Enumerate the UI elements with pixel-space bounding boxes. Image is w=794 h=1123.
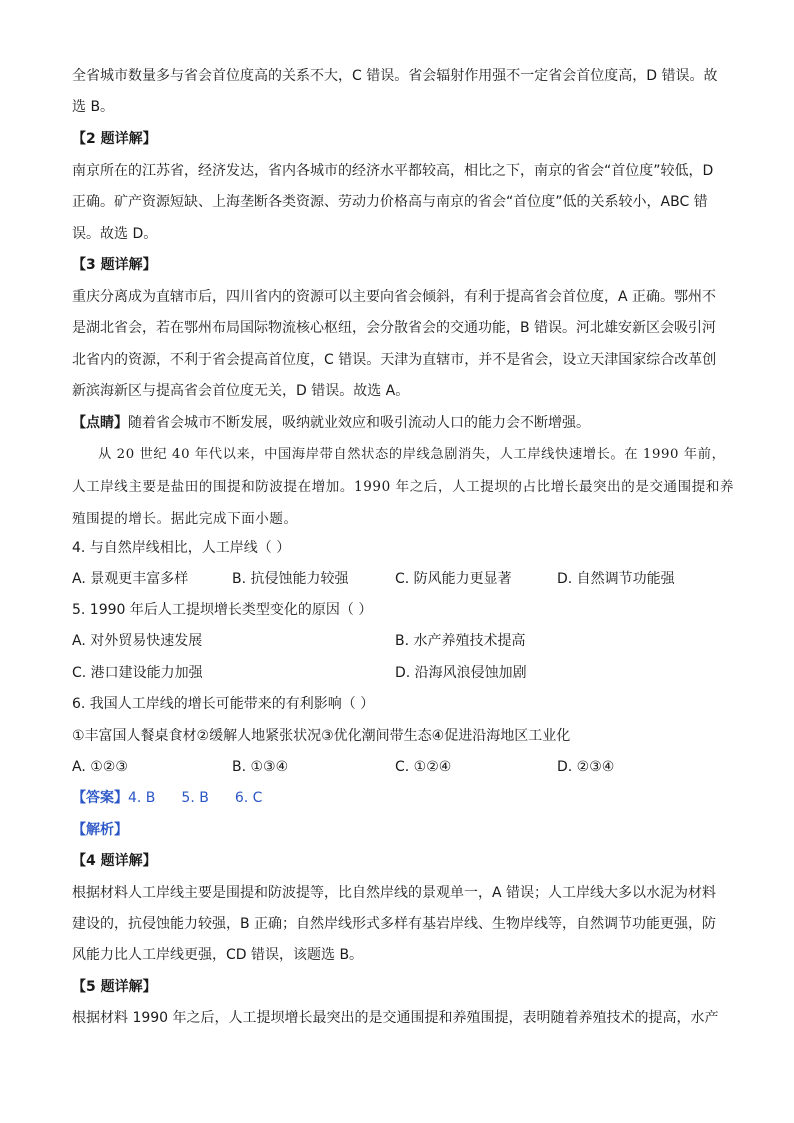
q5-option-a: A. 对外贸易快速发展	[72, 633, 203, 649]
q6-option-a: A. ①②③	[72, 759, 128, 775]
q6-option-d: D. ②③④	[557, 759, 615, 775]
text-line: 误。故选 D。	[72, 226, 158, 242]
q6-option-c: C. ①②④	[395, 759, 452, 775]
text-line: 根据材料 1990 年之后，人工提坝增长最突出的是交通围提和养殖围提，表明随着养殖技术的提高，水产	[72, 1010, 719, 1026]
section-heading-q4: 【4 题详解】	[72, 853, 157, 869]
answer-heading: 【答案】	[72, 790, 128, 806]
q6-items: ①丰富国人餐桌食材②缓解人地紧张状况③优化潮间带生态④促进沿海地区工业化	[72, 728, 571, 744]
text-line: 选 B。	[72, 99, 115, 115]
q6-option-b: B. ①③④	[232, 759, 289, 775]
tip-line	[72, 413, 714, 433]
text-line: 风能力比人工岸线更强，CD 错误，该题选 B。	[72, 947, 364, 963]
tip-text: 随着省会城市不断发展，吸纳就业效应和吸引流动人口的能力会不断增强。	[128, 415, 590, 431]
answer-4: 4. B	[128, 790, 156, 806]
text-line: 建设的，抗侵蚀能力较强，B 正确；自然岸线形式多样有基岩岸线、生物岸线等，自然调节功能更强，防	[72, 916, 717, 932]
text-line: 正确。矿产资源短缺、上海垄断各类资源、劳动力价格高与南京的省会“首位度”低的关系较小，ABC 错	[72, 194, 708, 210]
section-heading-q5: 【5 题详解】	[72, 979, 157, 995]
q5-option-d: D. 沿海风浪侵蚀加剧	[395, 665, 527, 681]
q5-option-b: B. 水产养殖技术提高	[395, 633, 526, 649]
answer-5: 5. B	[181, 790, 209, 806]
material-line: 从 20 世纪 40 年代以来，中国海岸带自然状态的岸线急剧消失，人工岸线快速增长。在 1990 年前，	[98, 447, 726, 462]
q4-option-c: C. 防风能力更显著	[395, 571, 512, 587]
tip-heading: 【点睛】	[72, 415, 128, 431]
question-6: 6. 我国人工岸线的增长可能带来的有利影响（ ）	[72, 696, 375, 712]
section-heading-q3: 【3 题详解】	[72, 257, 157, 273]
q4-option-a: A. 景观更丰富多样	[72, 571, 189, 587]
text-line: 根据材料人工岸线主要是围提和防波提等，比自然岸线的景观单一，A 错误；人工岸线大多以水泥为材料	[72, 885, 717, 901]
text-line: 南京所在的江苏省，经济发达，省内各城市的经济水平都较高，相比之下，南京的省会“首位度”较低，D	[72, 163, 714, 179]
question-5: 5. 1990 年后人工提坝增长类型变化的原因（ ）	[72, 602, 373, 618]
material-line: 殖围提的增长。据此完成下面小题。	[72, 511, 298, 527]
answer-6: 6. C	[234, 790, 263, 806]
text-line: 全省城市数量多与省会首位度高的关系不大，C 错误。省会辐射作用强不一定省会首位度高，D 错误。故	[72, 68, 718, 84]
material-line: 人工岸线主要是盐田的围提和防波提在增加。1990 年之后，人工提坝的占比增长最突出的是交通围提和养	[72, 479, 735, 495]
q4-option-b: B. 抗侵蚀能力较强	[232, 571, 349, 587]
question-4: 4. 与自然岸线相比，人工岸线（ ）	[72, 540, 291, 556]
q4-option-d: D. 自然调节功能强	[557, 571, 675, 587]
text-line: 是湖北省会，若在鄂州布局国际物流核心枢纽，会分散省会的交通功能，B 错误。河北雄安新区会吸引河	[72, 320, 717, 336]
text-line: 北省内的资源，不利于省会提高首位度，C 错误。天津为直辖市，并不是省会，设立天津国家综合改革创	[72, 352, 717, 368]
text-line: 新滨海新区与提高省会首位度无关，D 错误。故选 A。	[72, 383, 410, 399]
text-line: 重庆分离成为直辖市后，四川省内的资源可以主要向省会倾斜，有利于提高省会首位度，A 正确。鄂州不	[72, 289, 717, 305]
analysis-heading: 【解析】	[72, 822, 128, 838]
q5-option-c: C. 港口建设能力加强	[72, 665, 203, 681]
answer-line	[72, 788, 714, 808]
section-heading-q2: 【2 题详解】	[72, 131, 157, 147]
